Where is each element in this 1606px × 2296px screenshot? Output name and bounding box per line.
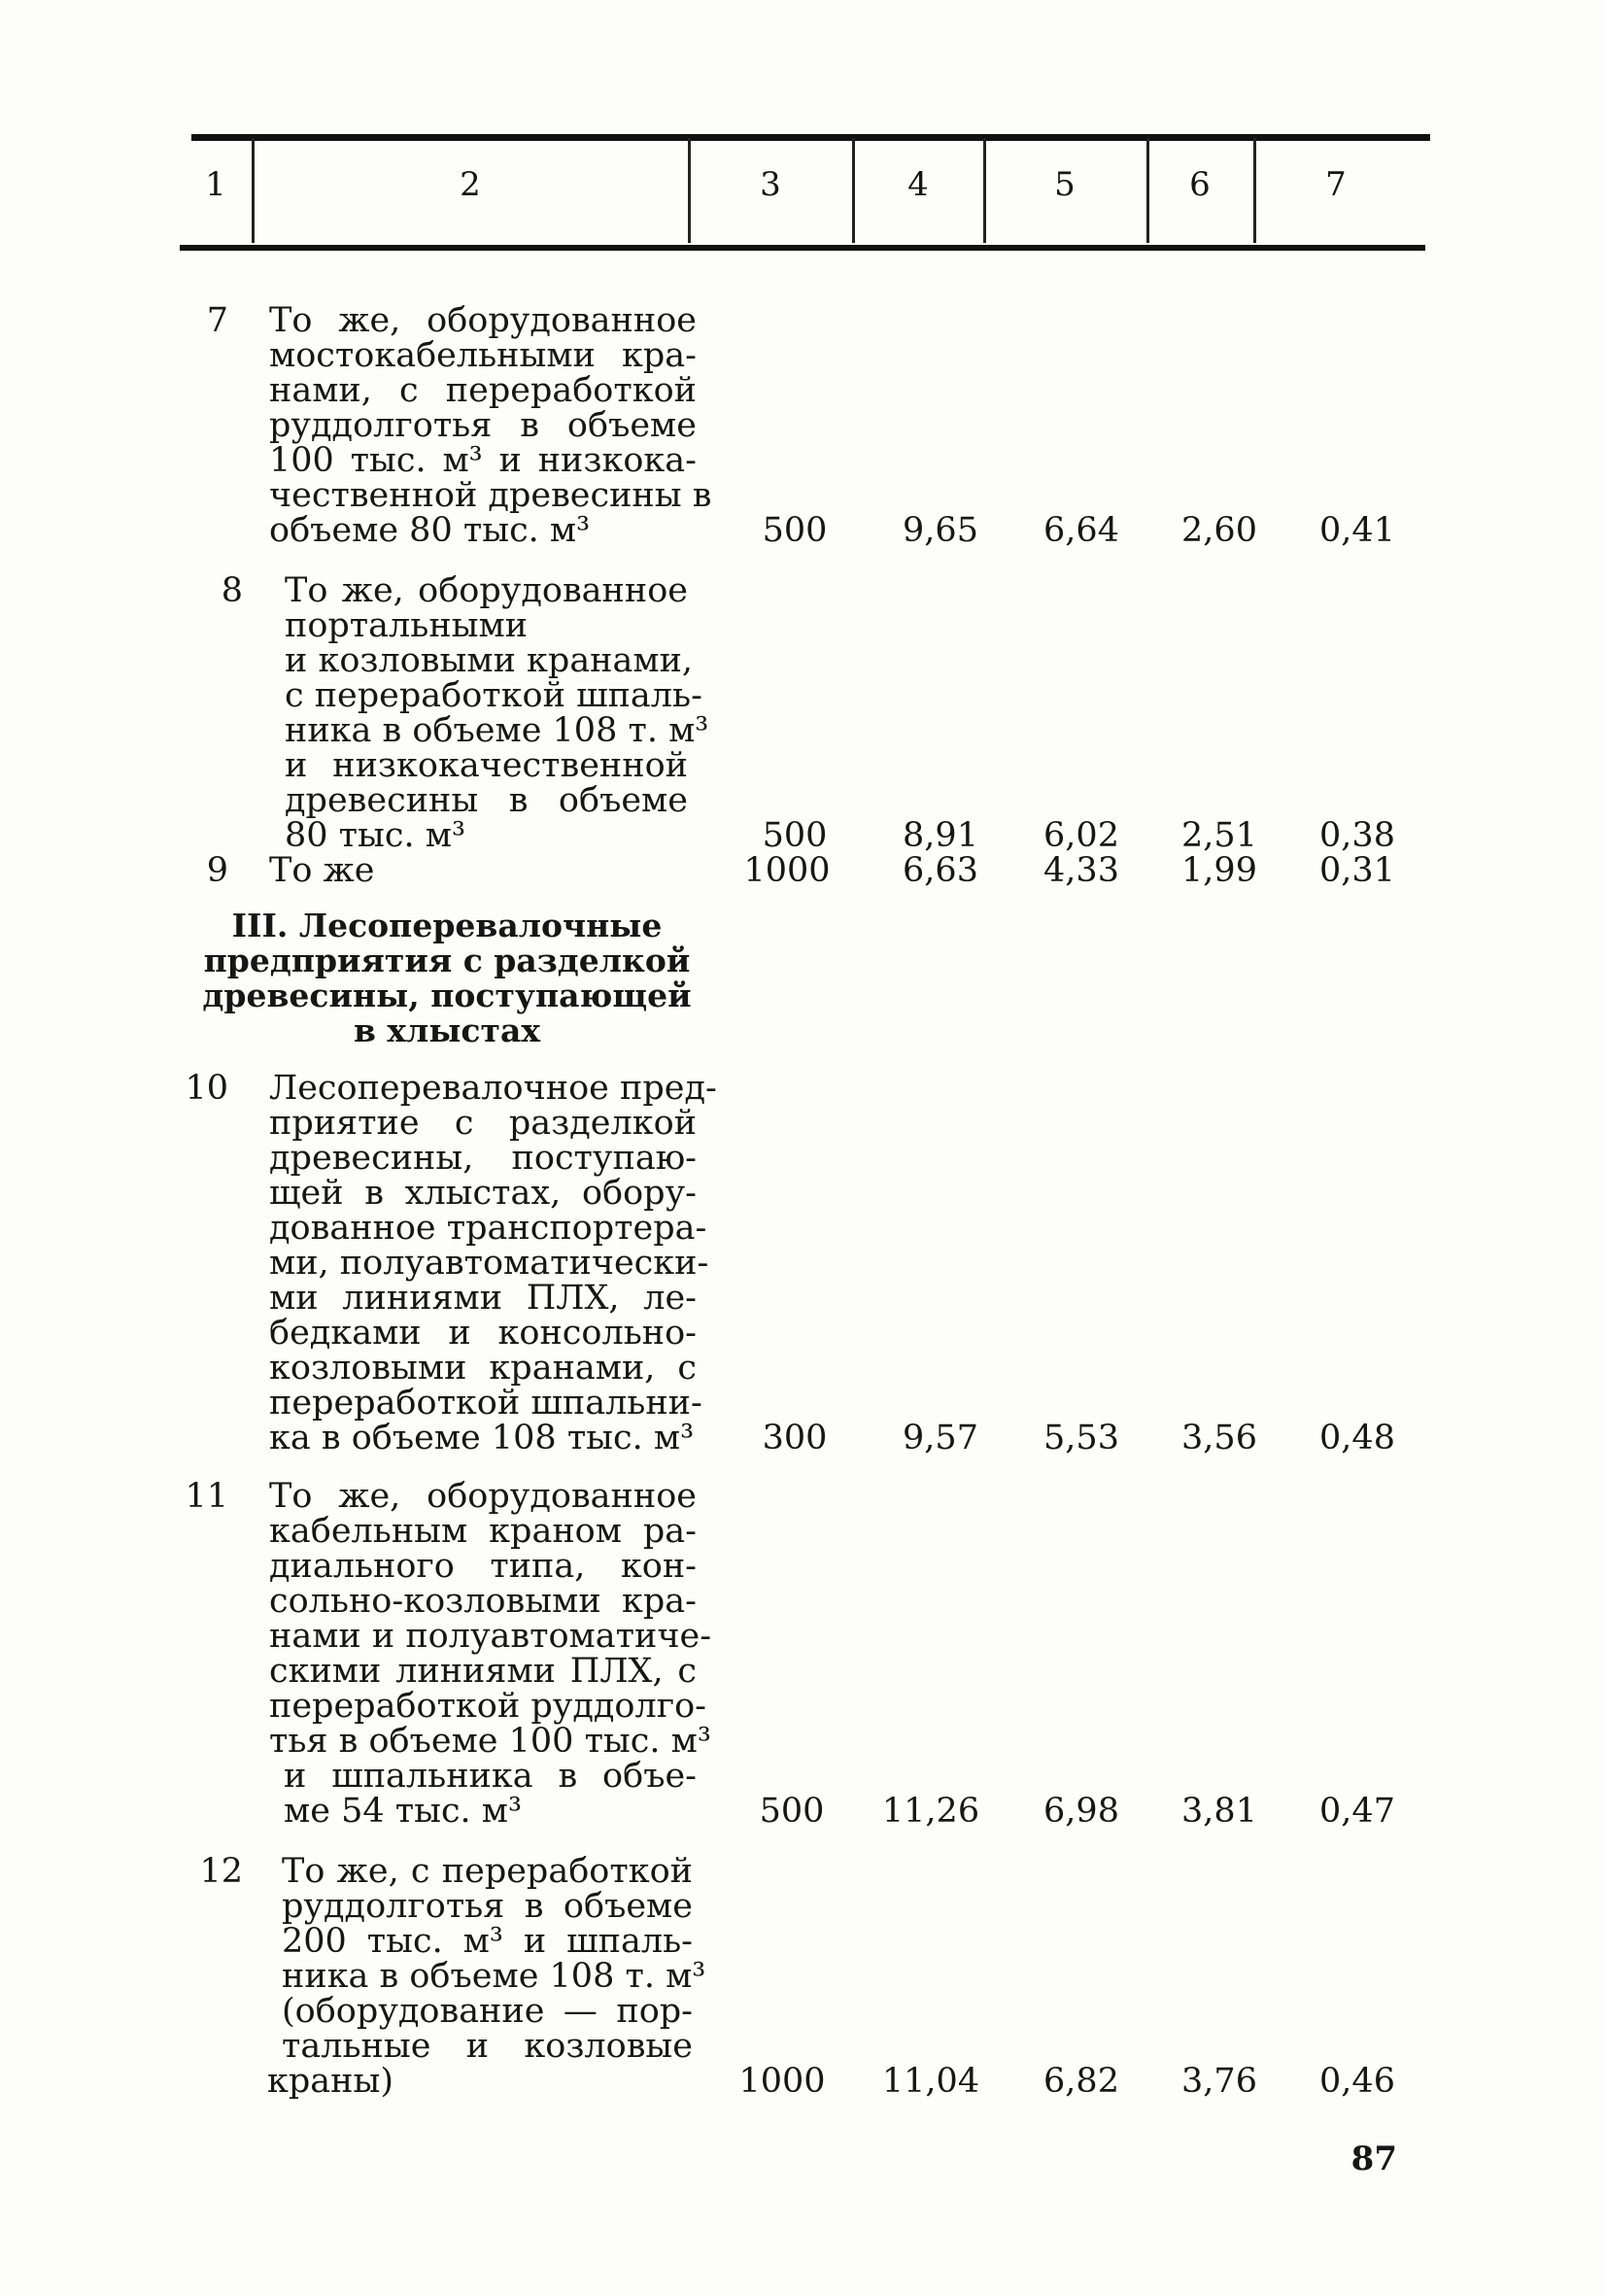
row-number: 12 xyxy=(199,1852,243,1891)
value-col-5: 4,33 xyxy=(1043,851,1119,890)
value-col-3: 300 xyxy=(762,1419,828,1457)
section-heading: III. Лесоперевалочные предприятия с разделкой древесины, поступающей в хлыстах xyxy=(202,907,692,1049)
value-col-6: 2,51 xyxy=(1181,816,1257,855)
value-col-5: 6,82 xyxy=(1043,2062,1119,2101)
value-col-7: 0,41 xyxy=(1319,511,1395,550)
value-col-7: 0,48 xyxy=(1319,1419,1395,1457)
value-col-4: 6,63 xyxy=(903,851,978,890)
value-col-7: 0,46 xyxy=(1319,2062,1395,2101)
header-col-3: 3 xyxy=(760,165,781,204)
row-number: 8 xyxy=(221,571,243,610)
value-col-4: 11,04 xyxy=(881,2062,980,2101)
header-col-7: 7 xyxy=(1325,165,1347,204)
value-col-4: 9,65 xyxy=(903,511,978,550)
row-description: Лесоперевалочное пред- приятие с разделкой древесины, поступаю- щей в хлыстах, обору- дованное транспортера- ми, полуавтоматически- ми линиями ПЛХ, ле- бедками и консольно- козловыми кранами, с переработкой шпальни- ка в объеме 108 тыс. м³ xyxy=(269,1069,717,1457)
value-col-3: 500 xyxy=(762,511,828,550)
value-col-7: 0,31 xyxy=(1319,851,1395,890)
row-number: 9 xyxy=(206,851,228,890)
value-col-4: 9,57 xyxy=(903,1419,978,1457)
header-divider xyxy=(1146,138,1149,243)
value-col-6: 3,76 xyxy=(1181,2062,1257,2101)
header-divider xyxy=(852,138,855,243)
row-description: То же, с переработкой руддолготья в объеме 200 тыс. м³ и шпаль- ника в объеме 108 т. м³ (оборудование — пор- тальные и козловые краны) xyxy=(267,1852,706,2101)
row-number: 11 xyxy=(185,1477,228,1516)
header-col-5: 5 xyxy=(1054,165,1076,204)
row-description: То же, оборудованное кабельным краном ра- диального типа, кон- сольно-козловыми кра- нами и полуавтоматиче- скими линиями ПЛХ, с переработкой руддолго- тья в объеме 100 тыс. м³ и шпальника в объе- ме 54 тыс. м³ xyxy=(269,1477,712,1831)
row-description: То же xyxy=(269,851,375,890)
row-description: То же, оборудованное мостокабельными кра- нами, с переработкой руддолготья в объеме 100 тыс. м³ и низкока- чественной древесины в объеме 80 тыс. м³ xyxy=(269,301,712,550)
value-col-5: 6,64 xyxy=(1043,511,1119,550)
header-divider xyxy=(688,138,691,243)
header-top-rule xyxy=(191,134,1430,141)
row-description: То же, оборудованное портальными и козловыми кранами, с переработкой шпаль- ника в объеме 108 т. м³ и низкокачественной древесины в объеме 80 тыс. м³ xyxy=(285,571,709,855)
header-col-2: 2 xyxy=(460,165,481,204)
header-bottom-rule xyxy=(180,245,1425,251)
row-number: 10 xyxy=(185,1069,228,1108)
value-col-3: 500 xyxy=(759,1792,825,1831)
header-col-6: 6 xyxy=(1189,165,1211,204)
value-col-4: 11,26 xyxy=(881,1792,980,1831)
value-col-3: 1000 xyxy=(738,2062,826,2101)
page-number: 87 xyxy=(1350,2140,1397,2178)
value-col-5: 5,53 xyxy=(1043,1419,1119,1457)
value-col-7: 0,38 xyxy=(1319,816,1395,855)
row-number: 7 xyxy=(206,301,228,340)
header-divider xyxy=(1253,138,1256,243)
value-col-6: 3,81 xyxy=(1181,1792,1257,1831)
header-col-4: 4 xyxy=(907,165,929,204)
header-divider xyxy=(983,138,986,243)
value-col-6: 1,99 xyxy=(1181,851,1257,890)
value-col-6: 2,60 xyxy=(1181,511,1257,550)
header-col-1: 1 xyxy=(205,165,226,204)
value-col-5: 6,98 xyxy=(1043,1792,1119,1831)
value-col-5: 6,02 xyxy=(1043,816,1119,855)
value-col-4: 8,91 xyxy=(903,816,978,855)
value-col-3: 500 xyxy=(762,816,828,855)
value-col-3: 1000 xyxy=(743,851,831,890)
header-divider xyxy=(252,138,255,243)
value-col-7: 0,47 xyxy=(1319,1792,1395,1831)
value-col-6: 3,56 xyxy=(1181,1419,1257,1457)
